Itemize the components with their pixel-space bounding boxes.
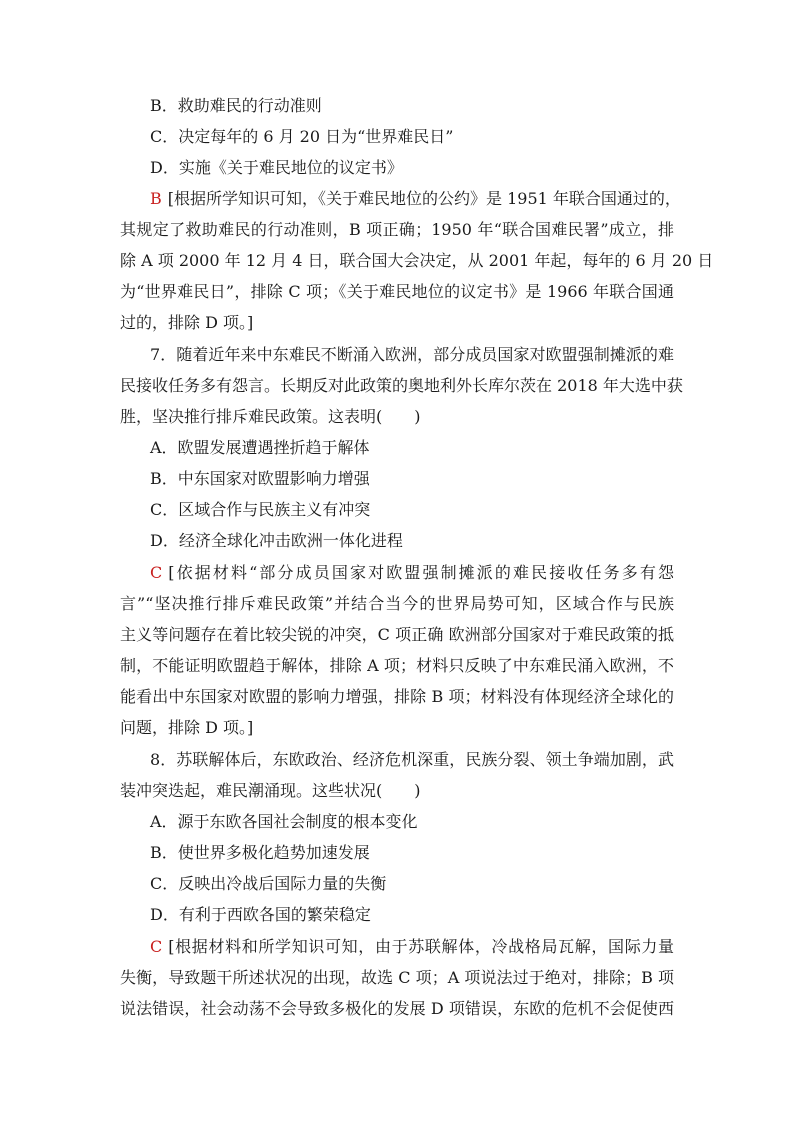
q8-explanation-line-3: 说法错误，社会动荡不会导致多极化的发展 D 项错误，东欧的危机不会促使西: [120, 999, 674, 1018]
q8-option-d: D．有利于西欧各国的繁荣稳定: [150, 905, 371, 924]
q8-option-c: C．反映出冷战后国际力量的失衡: [150, 874, 387, 893]
q7-stem-line-2: 民接收任务多有怨言。长期反对此政策的奥地利外长库尔茨在 2018 年大选中获: [120, 376, 683, 395]
q6-explanation-line-4: 为“世界难民日”，排除 C 项；《关于难民地位的议定书》是 1966 年联合国通: [120, 282, 674, 301]
q8-explanation-line-1: C [根据材料和所学知识可知，由于苏联解体，冷战格局瓦解，国际力量: [150, 937, 674, 956]
q7-stem-line-1: 7．随着近年来中东难民不断涌入欧洲，部分成员国家对欧盟强制摊派的难: [150, 345, 674, 364]
q6-option-b: B．救助难民的行动准则: [150, 96, 322, 115]
q7-explanation-line-3: 主义等问题存在着比较尖锐的冲突，C 项正确 欧洲部分国家对于难民政策的抵: [120, 625, 674, 644]
q8-option-a: A．源于东欧各国社会制度的根本变化: [150, 812, 418, 831]
q7-option-b: B．中东国家对欧盟影响力增强: [150, 469, 370, 488]
q7-option-d: D．经济全球化冲击欧洲一体化进程: [150, 531, 403, 550]
q7-stem-line-3: 胜，坚决推行排斥难民政策。这表明( ): [120, 407, 421, 426]
q6-answer-letter: B: [150, 189, 162, 208]
q7-option-c: C．区域合作与民族主义有冲突: [150, 500, 371, 519]
q8-stem-line-2: 装冲突迭起，难民潮涌现。这些状况( ): [120, 781, 421, 800]
q8-explanation-line-2: 失衡，导致题干所述状况的出现，故选 C 项；A 项说法过于绝对，排除；B 项: [120, 968, 674, 987]
q7-explanation-line-2: 言”“坚决推行排斥难民政策”并结合当今的世界局势可知，区域合作与民族: [120, 594, 674, 613]
q8-answer-letter: C: [150, 937, 163, 956]
q6-explanation-line-5: 过的，排除 D 项。]: [120, 313, 254, 332]
q7-explanation-line-1: C [依据材料“部分成员国家对欧盟强制摊派的难民接收任务多有怨: [150, 563, 674, 582]
q6-explanation-line-3: 除 A 项 2000 年 12 月 4 日，联合国大会决定，从 2001 年起，每年的 6 月 20 日: [120, 251, 714, 270]
q6-option-d: D．实施《关于难民地位的议定书》: [150, 158, 403, 177]
q7-answer-letter: C: [150, 563, 163, 582]
q8-option-b: B．使世界多极化趋势加速发展: [150, 843, 370, 862]
q7-explanation-line-6: 问题，排除 D 项。]: [120, 718, 254, 737]
q7-option-a: A．欧盟发展遭遇挫折趋于解体: [150, 438, 370, 457]
q7-explanation-line-5: 能看出中东国家对欧盟的影响力增强，排除 B 项；材料没有体现经济全球化的: [120, 687, 674, 706]
q6-explanation-line-1: B [根据所学知识可知，《关于难民地位的公约》是 1951 年联合国通过的，: [150, 189, 681, 208]
q8-stem-line-1: 8．苏联解体后，东欧政治、经济危机深重，民族分裂、领土争端加剧，武: [150, 750, 674, 769]
q7-explanation-line-4: 制，不能证明欧盟趋于解体，排除 A 项；材料只反映了中东难民涌入欧洲，不: [120, 656, 674, 675]
q6-explanation-line-2: 其规定了救助难民的行动准则，B 项正确；1950 年“联合国难民署”成立，排: [120, 220, 674, 239]
q6-option-c: C．决定每年的 6 月 20 日为“世界难民日”: [150, 127, 454, 146]
